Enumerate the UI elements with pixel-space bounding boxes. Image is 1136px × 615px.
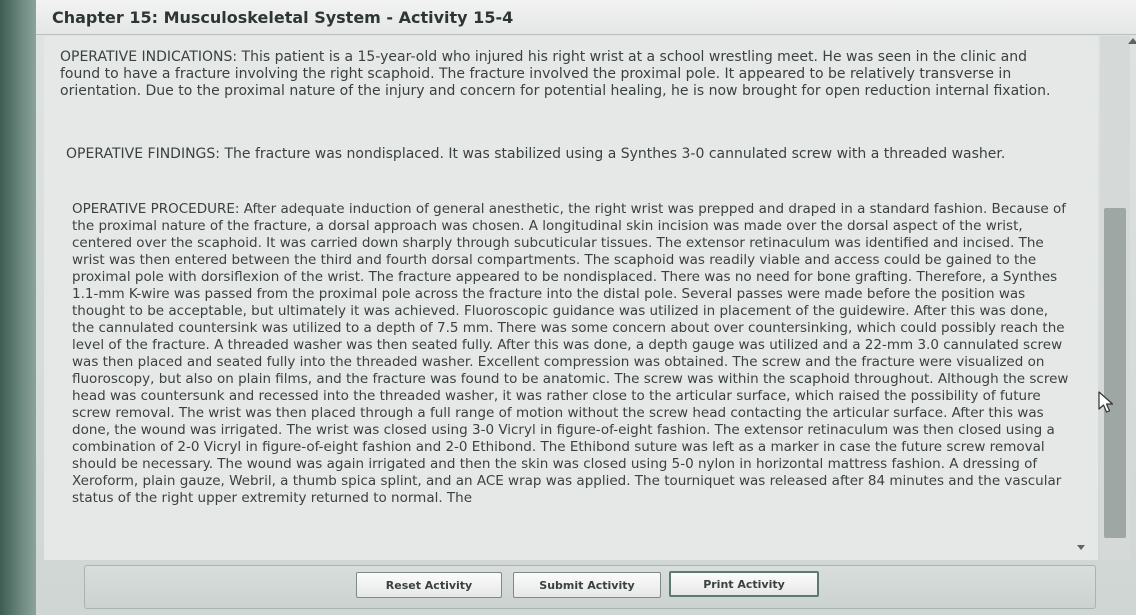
scrollbar-thumb[interactable] — [1104, 208, 1126, 538]
mouse-pointer-icon — [1097, 390, 1117, 414]
reset-activity-button[interactable]: Reset Activity — [356, 572, 502, 598]
operative-procedure-text: OPERATIVE PROCEDURE: After adequate induction of general anesthetic, the right wrist was prepped and draped in a standard fashion. Because of the proximal nature of the fracture, a dorsal approach was chosen. A longitudinal skin incision was made over the dorsal aspect of the wrist, centered over the scaphoid. It was carried down sharply through subcuticular tissues. The extensor retinaculum was identified and incised. The wrist was then entered between the third and fourth dorsal compartments. The scaphoid was readily viable and access could be gained to the proximal pole with dorsiflexion of the wrist. The fracture appeared to be nondisplaced. There was no need for bone grafting. Therefore, a Synthes 1.1-mm K-wire was passed from the proximal pole across the fracture into the distal pole. Several passes were made before the position was thought to be acceptable, but ultimately it was achieved. Fluoroscopic guidance was utilized in placement of the guidewire. After this was done, the cannulated countersink was utilized to a depth of 7.5 mm. There was some concern about over countersinking, which could possibly reach the level of the fracture. A threaded washer was then seated fully. After this was done, a depth gauge was utilized and a 22-mm 3.0 cannulated screw was then placed and seated fully into the threaded washer. Excellent compression was obtained. The screw and the fracture were visualized on fluoroscopy, but also on plain films, and the fracture was found to be anatomic. The screw was within the scaphoid throughout. Although the screw head was countersunk and recessed into the threaded washer, it was rather close to the articular surface, which raised the possibility of future screw removal. The wrist was then placed through a full range of motion without the screw head contacting the articular surface. After this was done, the wound was irrigated. The wrist was closed using 3-0 Vicryl in figure-of-eight fashion. The extensor retinaculum was then closed using a combination of 2-0 Vicryl in figure-of-eight fashion and 2-0 Ethibond. The Ethibond suture was left as a marker in case the future screw removal should be necessary. The wound was again irrigated and then the skin was closed using 5-0 nylon in horizontal mattress fashion. A dressing of Xeroform, plain gauze, Webril, a thumb spica splint, and an ACE wrap was applied. The tourniquet was released after 84 minutes and the vascular status of the right upper extremity returned to normal. The — [72, 201, 1069, 506]
page-title: Chapter 15: Musculoskeletal System - Activity 15-4 — [52, 8, 514, 27]
title-bar — [36, 0, 1136, 35]
desktop-background-strip — [0, 0, 36, 615]
submit-activity-button[interactable]: Submit Activity — [513, 572, 661, 598]
report-text-panel[interactable] — [44, 36, 1098, 560]
operative-indications-text: OPERATIVE INDICATIONS: This patient is a 15-year-old who injured his right wrist at a school wrestling meet. He was seen in the clinic and found to have a fracture involving the right scaphoid. The fracture involved the proximal pole. It appeared to be relatively transverse in orientation. Due to the proximal nature of the injury and concern for potential healing, he is now brought for open reduction internal fixation. — [60, 49, 1051, 99]
print-activity-button[interactable]: Print Activity — [669, 571, 819, 597]
scroll-down-arrow-icon[interactable] — [1077, 545, 1085, 550]
operative-findings-text: OPERATIVE FINDINGS: The fracture was nondisplaced. It was stabilized using a Synthes 3-0 cannulated screw with a threaded washer. — [66, 146, 1006, 162]
scroll-up-arrow-icon[interactable] — [1128, 38, 1136, 44]
